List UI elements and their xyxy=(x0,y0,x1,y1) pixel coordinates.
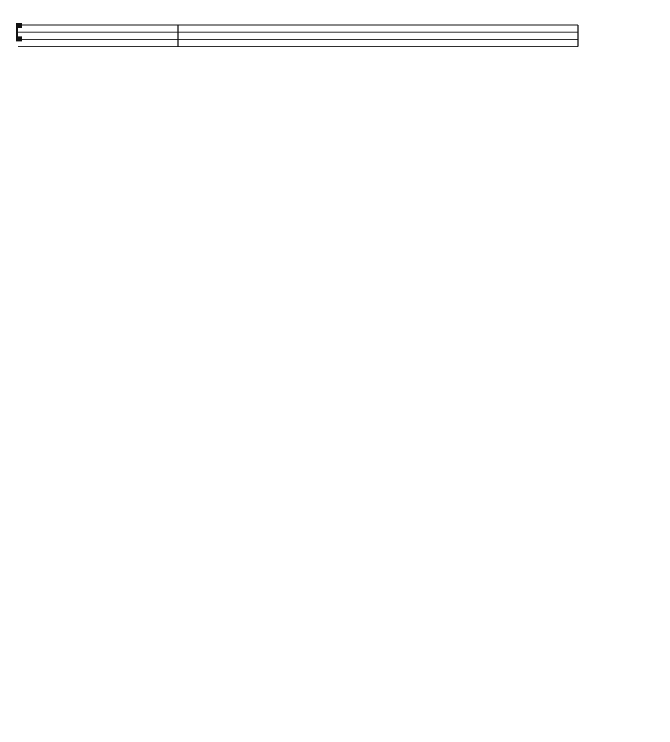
staff-system-1 xyxy=(0,5,670,75)
